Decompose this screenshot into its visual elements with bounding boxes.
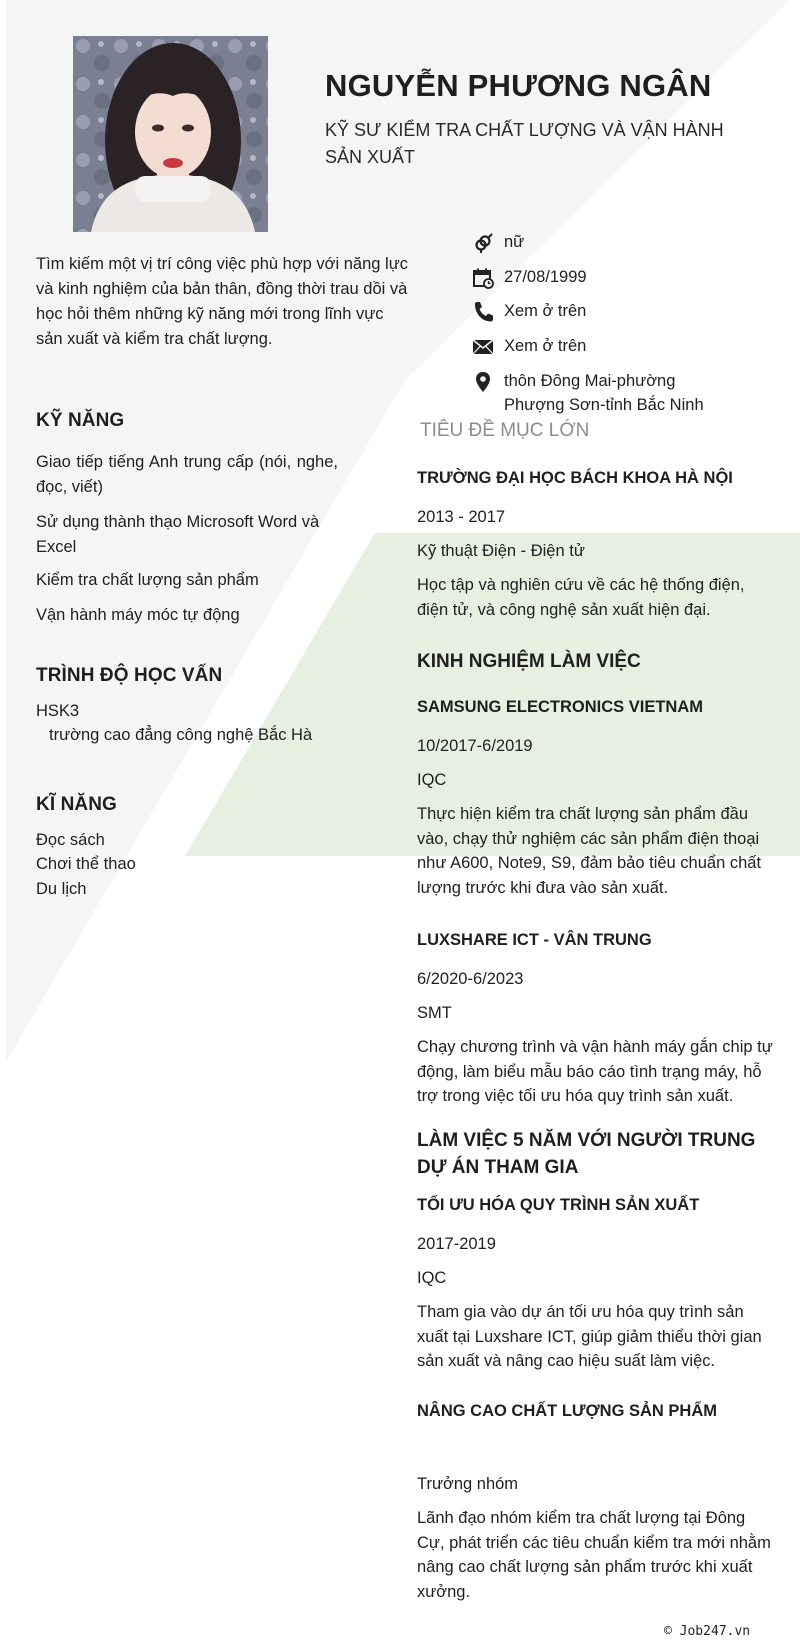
hobby-item: Chơi thể thao <box>36 855 136 873</box>
experience-heading: KINH NGHIỆM LÀM VIỆC <box>417 651 641 672</box>
project-description: Lãnh đạo nhóm kiểm tra chất lượng tại Đông Cự, phát triển các tiêu chuẩn kiểm tra mới nhằm nâng cao chất lượng sản phẩm trước khi xuất xưởng. <box>417 1509 771 1601</box>
education-description: Học tập và nghiên cứu về các hệ thống điện, điện tử, và công nghệ sản xuất hiện đại. <box>417 576 745 619</box>
education-level-heading: TRÌNH ĐỘ HỌC VẤN <box>36 665 223 686</box>
footer-copyright: © Job247.vn <box>664 1624 751 1639</box>
skill-item: Kiểm tra chất lượng sản phẩm <box>36 571 259 589</box>
job-period: 6/2020-6/2023 <box>417 970 524 988</box>
calendar-icon <box>472 267 494 289</box>
experience-extra-note: LÀM VIỆC 5 NĂM VỚI NGƯỜI TRUNG <box>417 1130 756 1151</box>
project-role: Trưởng nhóm <box>417 1475 519 1493</box>
address-line2: Phượng Sơn-tỉnh Bắc Ninh <box>504 396 704 414</box>
email-text: Xem ở trên <box>504 337 587 355</box>
hobby-item: Đọc sách <box>36 831 105 849</box>
hobbies-heading: KĨ NĂNG <box>36 794 117 815</box>
job-period: 10/2017-6/2019 <box>417 737 533 755</box>
job-title-line2: SẢN XUẤT <box>325 147 416 167</box>
education-period: 2013 - 2017 <box>417 508 506 526</box>
phone-icon <box>472 301 494 323</box>
project-description: Tham gia vào dự án tối ưu hóa quy trình sản xuất tại Luxshare ICT, giúp giảm thiểu thời gian sản xuất và nâng cao hiệu suất làm việc. <box>417 1303 762 1370</box>
job-role: SMT <box>417 1004 452 1022</box>
dob-text: 27/08/1999 <box>504 268 587 286</box>
job-description: Thực hiện kiểm tra chất lượng sản phẩm đầu vào, chạy thử nghiệm các sản phẩm điện thoại như A600, Note9, S9, đảm bảo tiêu chuẩn chất lượng trước khi đưa vào sản xuất. <box>417 805 762 897</box>
college-name: trường cao đẳng công nghệ Bắc Hà <box>49 726 313 744</box>
career-objective: Tìm kiếm một vị trí công việc phù hợp với năng lực và kinh nghiệm của bản thân, đồng thời trau dồi và học hỏi thêm những kỹ năng mới trong lĩnh vực sản xuất và kiểm tra chất lượng. <box>36 255 408 348</box>
job-role: IQC <box>417 771 447 789</box>
section-placeholder-heading: TIÊU ĐỀ MỤC LỚN <box>420 420 590 441</box>
skill-item: Giao tiếp tiếng Anh trung cấp (nói, nghe, đọc, viết) <box>36 453 338 496</box>
job-description: Chạy chương trình và vận hành máy gắn chip tự động, làm biểu mẫu báo cáo tình trạng máy, hỗ trợ trong việc tối ưu hóa quy trình sản xuất. <box>417 1038 773 1105</box>
job-company: LUXSHARE ICT - VÂN TRUNG <box>417 931 652 949</box>
project-role: IQC <box>417 1269 447 1287</box>
location-pin-icon <box>472 371 494 393</box>
project-period: 2017-2019 <box>417 1235 496 1253</box>
project-name: TỐI ƯU HÓA QUY TRÌNH SẢN XUẤT <box>417 1196 700 1214</box>
skill-item: Vận hành máy móc tự động <box>36 606 240 624</box>
address-line1: thôn Đông Mai-phường <box>504 372 676 390</box>
job-company: SAMSUNG ELECTRONICS VIETNAM <box>417 698 704 716</box>
hobby-item: Du lịch <box>36 880 87 898</box>
address-text <box>504 369 764 417</box>
gender-icon <box>472 232 494 254</box>
projects-heading: DỰ ÁN THAM GIA <box>417 1157 579 1178</box>
gender-text: nữ <box>504 233 525 251</box>
project-name: NÂNG CAO CHẤT LƯỢNG SẢN PHẨM <box>417 1402 718 1420</box>
job-title <box>325 117 745 171</box>
skill-item: Sử dụng thành thạo Microsoft Word và Excel <box>36 513 320 556</box>
phone-text: Xem ở trên <box>504 302 587 320</box>
education-major: Kỹ thuật Điện - Điện tử <box>417 542 585 560</box>
university-name: TRƯỜNG ĐẠI HỌC BÁCH KHOA HÀ NỘI <box>417 469 733 487</box>
candidate-name: NGUYỄN PHƯƠNG NGÂN <box>325 68 712 103</box>
email-icon <box>472 336 494 358</box>
skills-heading: KỸ NĂNG <box>36 410 125 431</box>
certificate: HSK3 <box>36 702 80 720</box>
profile-photo <box>73 36 268 232</box>
job-title-line1: KỸ SƯ KIỂM TRA CHẤT LƯỢNG VÀ VẬN HÀNH <box>325 120 724 140</box>
